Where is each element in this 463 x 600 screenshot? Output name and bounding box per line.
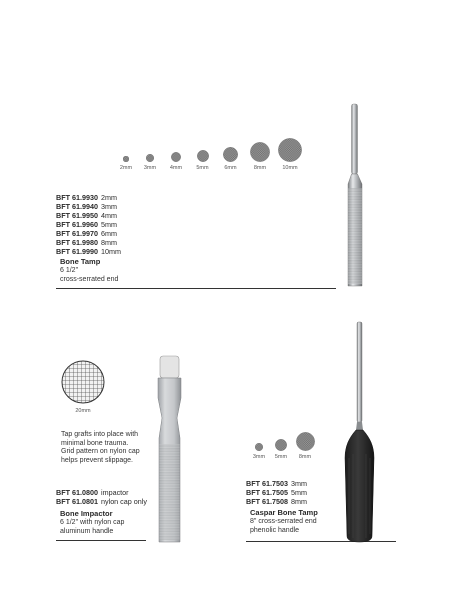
catalog-code: BFT 61.0800 <box>56 488 98 497</box>
bone-impactor-description <box>60 519 124 536</box>
serrated-tip-icon <box>296 432 315 451</box>
serrated-tip-icon <box>223 147 238 162</box>
tip-3mm <box>248 443 270 460</box>
tip-size-label: 10mm <box>282 165 298 171</box>
code-row <box>56 488 147 497</box>
catalog-code: BFT 61.7508 <box>246 497 288 506</box>
caspar-bone-tamp-description <box>250 518 317 535</box>
code-size: 8mm <box>101 238 117 247</box>
bone-tamp-tip-row <box>115 138 305 171</box>
code-size: 3mm <box>101 202 117 211</box>
tip-3mm <box>137 154 163 171</box>
serrated-tip-icon <box>275 439 287 451</box>
serrated-tip-icon <box>146 154 154 162</box>
tip-8mm <box>292 432 318 460</box>
code-size: 6mm <box>101 229 117 238</box>
code-row <box>56 202 121 211</box>
code-row <box>56 229 121 238</box>
note-line: Grid pattern on nylon cap <box>61 448 140 456</box>
tip-size-label: 6mm <box>224 165 237 171</box>
catalog-code: BFT 61.7505 <box>246 488 288 497</box>
desc-line: phenolic handle <box>250 526 300 534</box>
desc-line: 6 1/2" <box>60 267 79 274</box>
code-row <box>246 497 307 506</box>
tip-size-label: 2mm <box>119 165 133 171</box>
code-row <box>56 238 121 247</box>
serrated-tip-icon <box>197 150 209 162</box>
tip-5mm <box>270 439 292 460</box>
desc-line: cross-serrated end <box>60 275 119 283</box>
serrated-tip-icon <box>123 156 129 162</box>
code-size: 2mm <box>101 193 117 202</box>
tip-size-label: 4mm <box>169 165 183 171</box>
code-size: 10mm <box>101 247 121 256</box>
impactor-note <box>61 431 140 465</box>
catalog-code: BFT 61.9980 <box>56 238 98 247</box>
tip-2mm <box>115 156 137 171</box>
code-row <box>246 479 307 488</box>
bone-impactor-instrument-image <box>150 352 190 544</box>
code-size: 5mm <box>291 488 307 497</box>
note-line: helps prevent slippage. <box>61 456 133 464</box>
caspar-code-list <box>246 479 307 506</box>
desc-line: 8" cross-serrated end <box>250 518 317 525</box>
grid-cap-icon <box>61 360 105 404</box>
code-row <box>56 211 121 220</box>
code-row <box>246 488 307 497</box>
catalog-code: BFT 61.0801 <box>56 497 98 506</box>
catalog-code: BFT 61.9940 <box>56 202 98 211</box>
code-size: 5mm <box>101 220 117 229</box>
tip-5mm <box>189 150 216 171</box>
bone-tamp-instrument-image <box>343 100 367 290</box>
code-size: 8mm <box>291 497 307 506</box>
code-desc: impactor <box>101 488 129 497</box>
bone-tamp-title: Bone Tamp <box>60 257 101 266</box>
tip-4mm <box>163 152 189 171</box>
catalog-code: BFT 61.9970 <box>56 229 98 238</box>
bone-tamp-code-list <box>56 193 121 256</box>
code-row <box>56 220 121 229</box>
tip-size-label: 8mm <box>298 454 312 460</box>
tip-size-label: 5mm <box>274 454 288 460</box>
bone-impactor-title: Bone Impactor <box>60 509 113 518</box>
desc-line: 6 1/2" with nylon cap <box>60 519 125 526</box>
impactor-tip-figure <box>58 360 108 414</box>
desc-line: aluminum handle <box>60 527 114 535</box>
caspar-bone-tamp-instrument-image <box>340 318 380 544</box>
catalog-code: BFT 61.9960 <box>56 220 98 229</box>
serrated-tip-icon <box>250 142 270 162</box>
impactor-code-list <box>56 488 147 506</box>
note-line: minimal bone trauma. <box>61 439 129 447</box>
section-divider <box>56 540 146 541</box>
tip-size-label: 3mm <box>252 454 266 460</box>
code-size: 4mm <box>101 211 117 220</box>
catalog-code: BFT 61.9950 <box>56 211 98 220</box>
tip-size-label: 8mm <box>253 165 267 171</box>
tip-10mm <box>275 138 305 171</box>
tip-size-label: 5mm <box>196 165 209 171</box>
section-divider <box>56 288 336 289</box>
catalog-code: BFT 61.7503 <box>246 479 288 488</box>
serrated-tip-icon <box>255 443 263 451</box>
tip-size-label: 3mm <box>143 165 157 171</box>
tip-6mm <box>216 147 245 171</box>
caspar-bone-tamp-title: Caspar Bone Tamp <box>250 508 318 517</box>
code-row <box>56 247 121 256</box>
caspar-tip-row <box>248 432 318 460</box>
code-row <box>56 193 121 202</box>
note-line: Tap grafts into place with <box>61 431 139 438</box>
code-size: 3mm <box>291 479 307 488</box>
catalog-code: BFT 61.9990 <box>56 247 98 256</box>
code-row <box>56 497 147 506</box>
catalog-code: BFT 61.9930 <box>56 193 98 202</box>
serrated-tip-icon <box>171 152 181 162</box>
serrated-tip-icon <box>278 138 302 162</box>
bone-tamp-description <box>60 267 118 284</box>
code-desc: nylon cap only <box>101 497 147 506</box>
tip-8mm <box>245 142 275 171</box>
impactor-tip-label: 20mm <box>75 408 91 414</box>
